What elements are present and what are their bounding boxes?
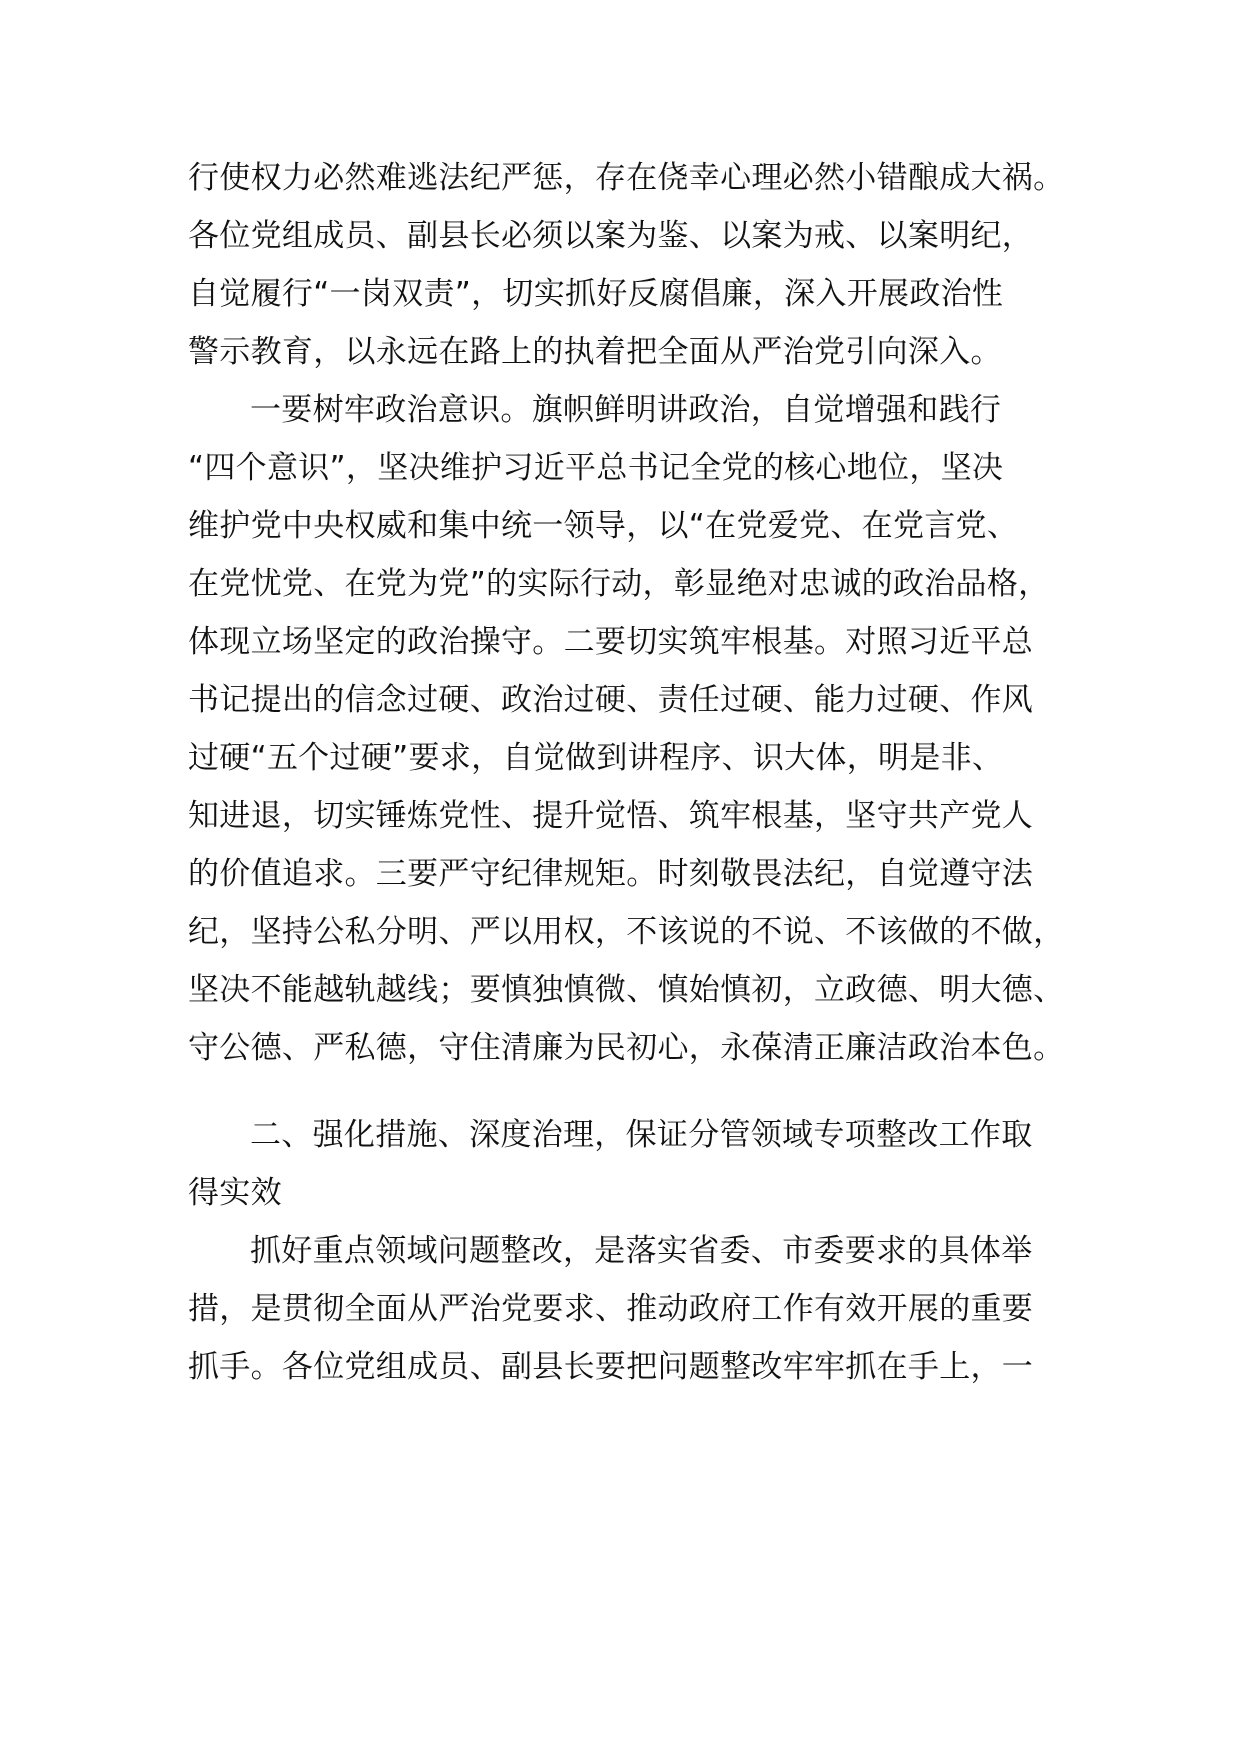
paragraph-2-line-9: 的价值追求。三要严守纪律规矩。时刻敬畏法纪，自觉遵守法 bbox=[188, 856, 1034, 892]
paragraph-2-line-1: 一要树牢政治意识。旗帜鲜明讲政治，自觉增强和践行 bbox=[250, 392, 1002, 428]
section-heading-line-1: 二、强化措施、深度治理，保证分管领域专项整改工作取 bbox=[250, 1117, 1033, 1153]
section-heading-line-2: 得实效 bbox=[188, 1175, 282, 1211]
paragraph-2-line-3: 维护党中央权威和集中统一领导，以“在党爱党、在党言党、 bbox=[188, 508, 1019, 544]
paragraph-2-line-2: “四个意识”，坚决维护习近平总书记全党的核心地位，坚决 bbox=[188, 450, 1004, 486]
paragraph-3-line-2: 措，是贯彻全面从严治党要求、推动政府工作有效开展的重要 bbox=[188, 1291, 1034, 1327]
paragraph-1-line-4: 警示教育，以永远在路上的执着把全面从严治党引向深入。 bbox=[188, 334, 1002, 370]
paragraph-2-line-11: 坚决不能越轨越线；要慎独慎微、慎始慎初，立政德、明大德、 bbox=[188, 972, 1065, 1008]
paragraph-3-line-1: 抓好重点领域问题整改，是落实省委、市委要求的具体举 bbox=[250, 1233, 1033, 1269]
paragraph-3-line-3: 抓手。各位党组成员、副县长要把问题整改牢牢抓在手上，一 bbox=[188, 1349, 1034, 1385]
paragraph-1-line-3: 自觉履行“一岗双责”，切实抓好反腐倡廉，深入开展政治性 bbox=[188, 276, 1004, 312]
paragraph-1-line-1: 行使权力必然难逃法纪严惩，存在侥幸心理必然小错酿成大祸。 bbox=[188, 160, 1065, 196]
paragraph-2-line-4: 在党忧党、在党为党”的实际行动，彰显绝对忠诚的政治品格， bbox=[188, 566, 1050, 602]
paragraph-2-line-8: 知进退，切实锤炼党性、提升觉悟、筑牢根基，坚守共产党人 bbox=[188, 798, 1034, 834]
paragraph-2-line-12: 守公德、严私德，守住清廉为民初心，永葆清正廉洁政治本色。 bbox=[188, 1030, 1065, 1066]
paragraph-1-line-2: 各位党组成员、副县长必须以案为鉴、以案为戒、以案明纪， bbox=[188, 218, 1034, 254]
paragraph-2-line-6: 书记提出的信念过硬、政治过硬、责任过硬、能力过硬、作风 bbox=[188, 682, 1034, 718]
paragraph-2-line-10: 纪，坚持公私分明、严以用权，不该说的不说、不该做的不做， bbox=[188, 914, 1065, 950]
paragraph-2-line-7: 过硬“五个过硬”要求，自觉做到讲程序、识大体，明是非、 bbox=[188, 740, 1004, 776]
paragraph-2-line-5: 体现立场坚定的政治操守。二要切实筑牢根基。对照习近平总 bbox=[188, 624, 1034, 660]
